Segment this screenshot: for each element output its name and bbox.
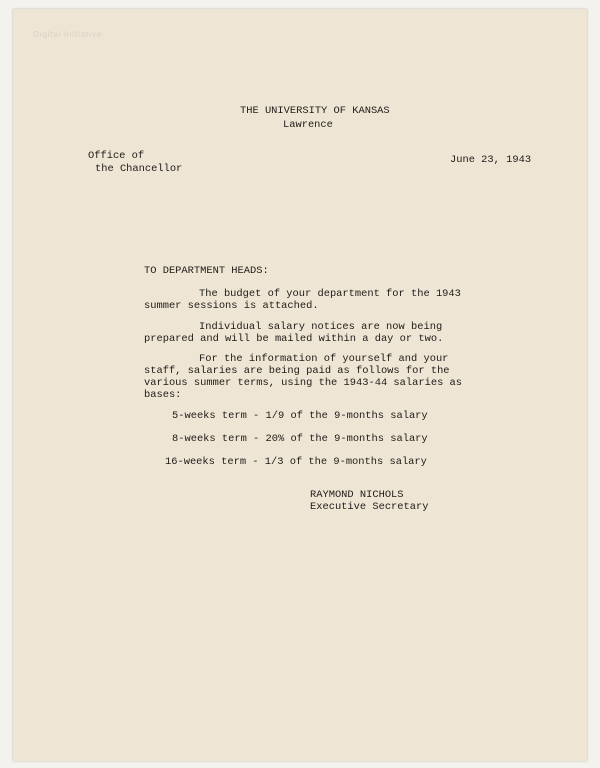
signature-title: Executive Secretary xyxy=(310,501,429,513)
term-16-weeks: 16-weeks term - 1/3 of the 9-months salary xyxy=(165,456,427,468)
letterhead-institution: THE UNIVERSITY OF KANSAS xyxy=(240,105,390,117)
term-5-weeks: 5-weeks term - 1/9 of the 9-months salary xyxy=(172,410,428,422)
signature-name: RAYMOND NICHOLS xyxy=(310,489,404,501)
paragraph-3-line-1: For the information of yourself and your xyxy=(199,353,449,365)
paragraph-2-line-2: prepared and will be mailed within a day or two. xyxy=(144,333,444,345)
paragraph-1-line-2: summer sessions is attached. xyxy=(144,300,319,312)
term-8-weeks: 8-weeks term - 20% of the 9-months salary xyxy=(172,433,428,445)
scan-label: Digital Initiative xyxy=(33,30,102,39)
office-line-2: the Chancellor xyxy=(95,163,183,175)
paragraph-2-line-1: Individual salary notices are now being xyxy=(199,321,443,333)
letterhead-city: Lawrence xyxy=(283,119,333,131)
letter-date: June 23, 1943 xyxy=(450,154,532,166)
paragraph-3-line-4: bases: xyxy=(144,389,182,401)
paragraph-3-line-2: staff, salaries are being paid as follows for the xyxy=(144,365,450,377)
document-page xyxy=(13,9,587,761)
paragraph-1-line-1: The budget of your department for the 1943 xyxy=(199,288,461,300)
salutation: TO DEPARTMENT HEADS: xyxy=(144,265,269,277)
paragraph-3-line-3: various summer terms, using the 1943-44 salaries as xyxy=(144,377,463,389)
office-line-1: Office of xyxy=(88,150,145,162)
